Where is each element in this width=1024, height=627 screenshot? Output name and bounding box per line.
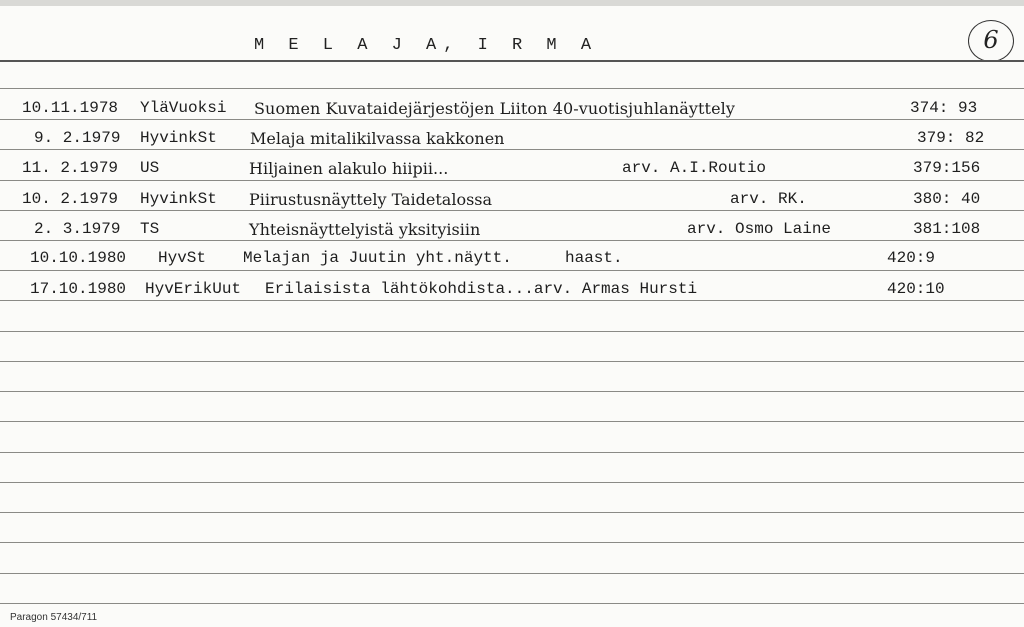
entry-title: Suomen Kuvataidejärjestöjen Liiton 40-vuotisjuhlanäyttely (254, 99, 735, 118)
ruled-line (0, 300, 1024, 301)
entry-source: HyvErikUut (145, 280, 242, 298)
entry-title: Melaja mitalikilvassa kakkonen (250, 129, 505, 148)
entry-date: 2. 3.1979 (34, 220, 121, 238)
entry-title: Melajan ja Juutin yht.näytt. (243, 249, 512, 267)
ruled-line (0, 391, 1024, 392)
entry-date: 10.10.1980 (30, 249, 127, 267)
ruled-line (0, 542, 1024, 543)
ruled-line (0, 240, 1024, 241)
entry-date: 10. 2.1979 (22, 190, 119, 208)
entry-date: 10.11.1978 (22, 99, 119, 117)
ruled-line (0, 331, 1024, 332)
entry-reference: 381:108 (913, 220, 981, 238)
entry-reference: 379:156 (913, 159, 981, 177)
entry-title: Hiljainen alakulo hiipii... (249, 159, 449, 178)
entry-date: 17.10.1980 (30, 280, 127, 298)
entry-source: HyvinkSt (140, 190, 217, 208)
entry-title: Erilaisista lähtökohdista...arv. Armas Hursti (265, 280, 698, 298)
ruled-line (0, 603, 1024, 604)
entry-note: haast. (565, 249, 623, 267)
ruled-line (0, 452, 1024, 453)
entry-source: YläVuoksi (140, 99, 227, 117)
entry-date: 9. 2.1979 (34, 129, 121, 147)
card-printer-mark: Paragon 57434/711 (10, 612, 98, 623)
header-rule (0, 60, 1024, 62)
ruled-line (0, 180, 1024, 181)
card-number-circled: 6 (968, 20, 1014, 62)
card-top-edge (0, 0, 1024, 6)
ruled-line (0, 210, 1024, 211)
entry-reviewer: arv. Osmo Laine (687, 220, 832, 238)
entry-reference: 380: 40 (913, 190, 981, 208)
entry-reviewer: arv. A.I.Routio (622, 159, 767, 177)
entry-title: Piirustusnäyttely Taidetalossa (249, 190, 493, 209)
ruled-line (0, 361, 1024, 362)
entry-source: US (140, 159, 160, 177)
entry-source: HyvinkSt (140, 129, 217, 147)
entry-source: HyvSt (158, 249, 207, 267)
entry-date: 11. 2.1979 (22, 159, 119, 177)
ruled-line (0, 512, 1024, 513)
ruled-line (0, 149, 1024, 150)
entry-reviewer: arv. RK. (730, 190, 807, 208)
card-title: M E L A J A, I R M A (254, 36, 599, 55)
entry-title: Yhteisnäyttelyistä yksityisiin (249, 220, 481, 239)
ruled-line (0, 421, 1024, 422)
ruled-line (0, 482, 1024, 483)
ruled-line (0, 88, 1024, 89)
entry-reference: 374: 93 (910, 99, 978, 117)
entry-reference: 379: 82 (917, 129, 985, 147)
entry-source: TS (140, 220, 160, 238)
ruled-line (0, 119, 1024, 120)
entry-reference: 420:9 (887, 249, 936, 267)
entry-reference: 420:10 (887, 280, 945, 298)
ruled-line (0, 270, 1024, 271)
ruled-line (0, 573, 1024, 574)
